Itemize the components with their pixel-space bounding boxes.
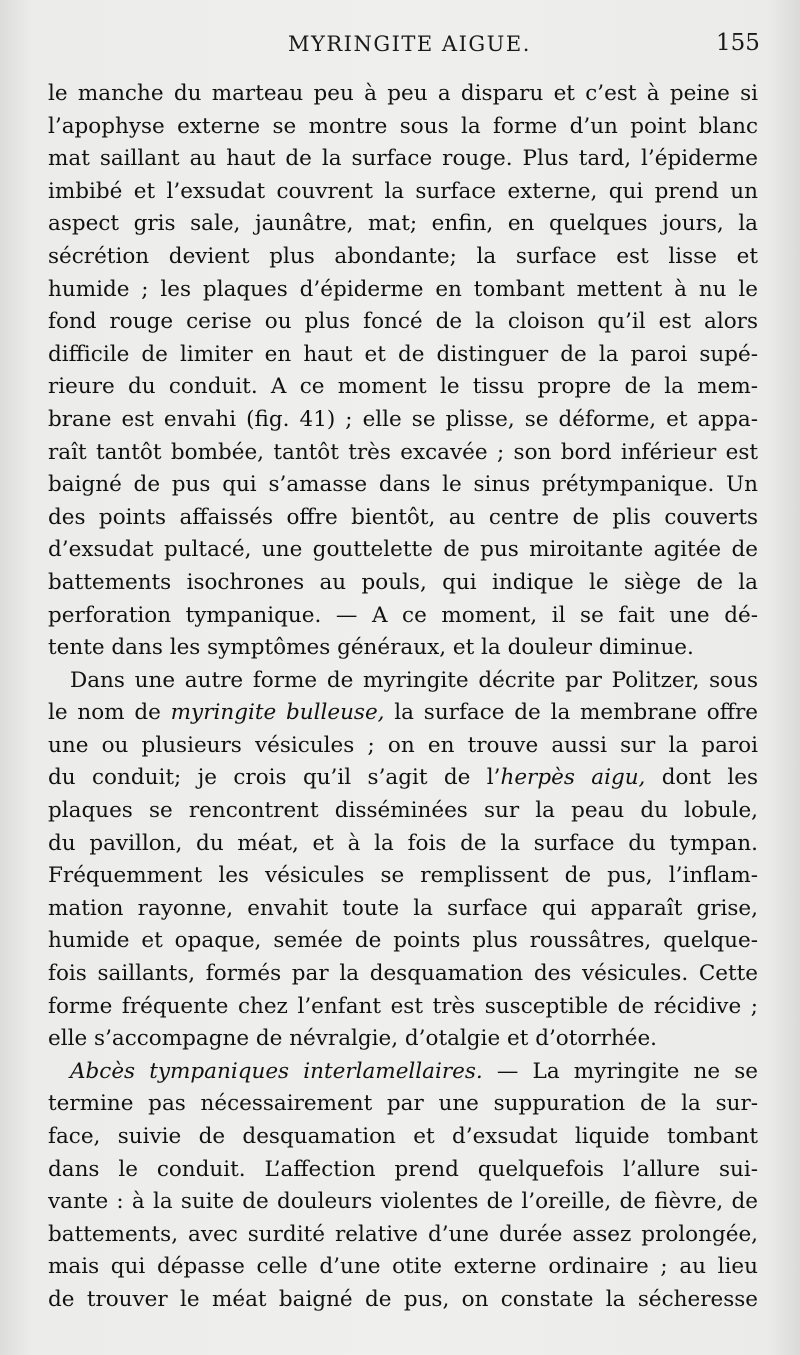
text-line: dans le conduit. L’affection prend quelquefois l’allure sui- [48,1156,758,1182]
text-line: du pavillon, du méat, et à la fois de la surface du tympan. [48,830,758,856]
text-line: sécrétion devient plus abondante; la surface est lisse et [48,243,758,269]
text-line: le manche du marteau peu à peu a disparu et c’est à peine si [48,81,758,106]
text-line: brane est envahi (fig. 41) ; elle se plisse, se déforme, et appa- [48,406,758,432]
text-run: — La myringite ne se [482,1058,758,1084]
text-line: imbibé et l’exsudat couvrent la surface externe, qui prend un [48,178,758,204]
text-line: face, suivie de desquamation et d’exsudat liquide tombant [48,1124,758,1149]
page-number: 155 [716,30,760,56]
body-text [48,78,758,1317]
text-line [48,1056,758,1089]
text-line: vante : à la suite de douleurs violentes de l’oreille, de fièvre, de [48,1189,758,1215]
text-line: termine pas nécessairement par une suppuration de la sur- [48,1091,758,1117]
text-line: humide et opaque, semée de points plus roussâtres, quelque- [48,928,758,954]
italic-term: herpès aigu, [500,765,646,791]
text-line: raît tantôt bombée, tantôt très excavée ; son bord inférieur est [48,439,758,465]
text-run: la surface de la membrane offre [384,700,758,726]
text-line [48,762,758,795]
text-run: du conduit; je crois qu’il s’agit de l’ [48,765,501,791]
page-header [0,30,800,64]
text-line: fond rouge cerise ou plus foncé de la cloison qu’il est alors [48,309,758,335]
text-line: perforation tympanique. — A ce moment, il se fait une dé- [48,602,758,628]
italic-term: myringite bulleuse, [170,700,385,726]
text-run: dont les [645,765,758,791]
text-line: rieure du conduit. A ce moment le tissu propre de la mem- [48,374,758,400]
text-line: mation rayonne, envahit toute la surface qui apparaît grise, [48,895,758,921]
text-line: aspect gris sale, jaunâtre, mat; enfin, en quelques jours, la [48,211,758,237]
text-line: mais qui dépasse celle d’une otite externe ordinaire ; au lieu [48,1254,758,1280]
text-line: tente dans les symptômes généraux, et la douleur diminue. [48,635,694,661]
text-line: plaques se rencontrent disséminées sur la peau du lobule, [48,798,758,824]
text-line: Fréquemment les vésicules se remplissent de pus, l’inflam- [48,863,758,889]
text-line [48,665,758,698]
text-line: l’apophyse externe se montre sous la forme d’un point blanc [48,113,758,139]
text-line: fois saillants, formés par la desquamation des vésicules. Cette [48,961,758,987]
text-line: baigné de pus qui s’amasse dans le sinus prétympanique. Un [48,472,758,498]
text-line: de trouver le méat baigné de pus, on constate la sécheresse [48,1286,758,1312]
text-line: d’exsudat pultacé, une gouttelette de pus miroitante agitée de [48,537,758,563]
text-line: elle s’accompagne de névralgie, d’otalgie et d’otorrhée. [48,1026,658,1052]
text-run: le nom de [48,700,171,726]
text-line [48,697,758,730]
text-line: des points affaissés offre bientôt, au centre de plis couverts [48,504,758,530]
running-title: MYRINGITE AIGUE. [288,32,531,56]
text-line: humide ; les plaques d’épiderme en tombant mettent à nu le [48,276,758,302]
text-line: battements isochrones au pouls, qui indique le siège de la [48,569,758,595]
text-run: Dans une autre forme de myringite décrite par Politzer, sous [70,667,758,693]
text-line: forme fréquente chez l’enfant est très susceptible de récidive ; [48,993,758,1019]
text-line: une ou plusieurs vésicules ; on en trouve aussi sur la paroi [48,732,758,758]
text-line: mat saillant au haut de la surface rouge. Plus tard, l’épiderme [48,146,758,172]
section-heading: Abcès tympaniques interlamellaires. [70,1058,483,1084]
text-line: battements, avec surdité relative d’une durée assez prolongée, [48,1221,758,1247]
text-line: difficile de limiter en haut et de distinguer de la paroi supé- [48,341,758,367]
